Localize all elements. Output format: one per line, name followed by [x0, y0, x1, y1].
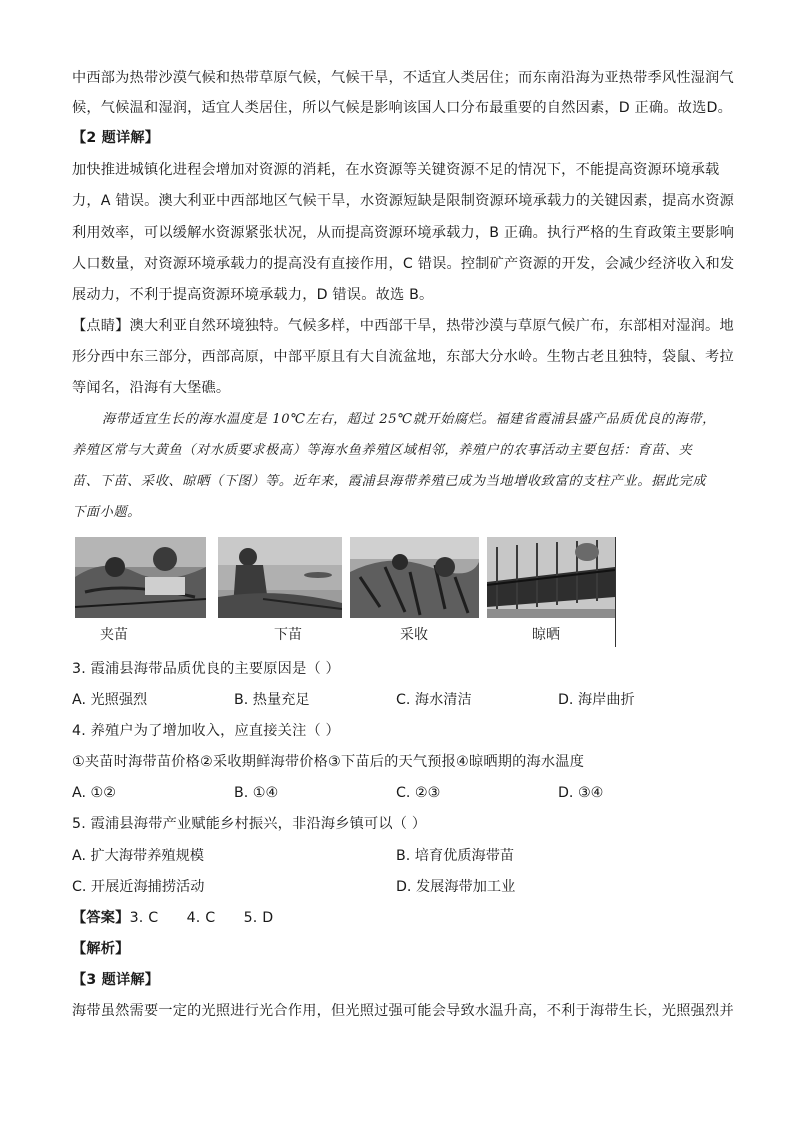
divider: [615, 537, 616, 647]
q3-stem: 3. 霞浦县海带品质优良的主要原因是（ ）: [72, 661, 340, 677]
paragraph-line: 人口数量，对资源环境承载力的提高没有直接作用，C 错误。控制矿产资源的开发，会减少经济收入和发: [72, 256, 735, 272]
paragraph-line: 利用效率，可以缓解水资源紧张状况，从而提高资源环境承载力，B 正确。执行严格的生育政策主要影响: [72, 225, 735, 241]
paragraph-line: 海带虽然需要一定的光照进行光合作用，但光照过强可能会导致水温升高，不利于海带生长，光照强烈并: [72, 1003, 734, 1019]
q4-items: ①夹苗时海带苗价格②采收期鲜海带价格③下苗后的天气预报④晾晒期的海水温度: [72, 754, 585, 770]
photo-jiamiao: [75, 537, 206, 618]
q5-option-c: C. 开展近海捕捞活动: [72, 879, 205, 895]
q3-option-a: A. 光照强烈: [72, 692, 148, 708]
q4-option-c: C. ②③: [396, 785, 441, 801]
q2-heading: 【2 题详解】: [72, 130, 160, 146]
photo-caption: 晾晒: [532, 627, 560, 643]
photo-liangshai: [487, 537, 615, 618]
answer-tag: 【答案】: [72, 910, 130, 926]
q4-stem: 4. 养殖户为了增加收入，应直接关注（ ）: [72, 723, 340, 739]
q3-option-b: B. 热量充足: [234, 692, 310, 708]
dianjing-line: 【点睛】澳大利亚自然环境独特。气候多样，中西部干旱，热带沙漠与草原气候广布，东部相对湿润。地: [72, 318, 734, 334]
q3-heading: 【3 题详解】: [72, 972, 160, 988]
paragraph-line: 力，A 错误。澳大利亚中西部地区气候干旱，水资源短缺是限制资源环境承载力的关键因素，提高水资源: [72, 193, 735, 209]
dianjing-line: 形分西中东三部分，西部高原，中部平原且有大自流盆地，东部大分水岭。生物古老且独特，袋鼠、考拉: [72, 349, 734, 365]
photo-caption: 夹苗: [100, 627, 128, 643]
answer-text: 3. C 4. C 5. D: [129, 910, 274, 926]
material-line: 苗、下苗、采收、晾晒（下图）等。近年来，霞浦县海带养殖已成为当地增收致富的支柱产业。据此完成: [72, 474, 707, 489]
q3-option-c: C. 海水清洁: [396, 692, 472, 708]
q5-stem: 5. 霞浦县海带产业赋能乡村振兴，非沿海乡镇可以（ ）: [72, 816, 427, 832]
photo-caption: 下苗: [274, 627, 302, 643]
q5-option-d: D. 发展海带加工业: [396, 879, 516, 895]
paragraph-line: 中西部为热带沙漠气候和热带草原气候，气候干旱，不适宜人类居住；而东南沿海为亚热带季风性湿润气: [72, 70, 734, 86]
paragraph-line: 加快推进城镇化进程会增加对资源的消耗，在水资源等关键资源不足的情况下，不能提高资源环境承载: [72, 162, 720, 178]
answer-line: [72, 908, 273, 928]
photo-xiamiao: [218, 537, 342, 618]
photo-caption: 采收: [400, 627, 428, 643]
dianjing-line: 等闻名，沿海有大堡礁。: [72, 380, 231, 396]
q4-option-a: A. ①②: [72, 785, 116, 801]
q4-option-b: B. ①④: [234, 785, 279, 801]
q4-option-d: D. ③④: [558, 785, 604, 801]
photo-caishou: [350, 537, 479, 618]
q5-option-a: A. 扩大海带养殖规模: [72, 848, 204, 864]
material-line: 下面小题。: [72, 505, 141, 520]
q3-option-d: D. 海岸曲折: [558, 692, 635, 708]
material-line: 养殖区常与大黄鱼（对水质要求极高）等海水鱼养殖区域相邻，养殖户的农事活动主要包括：育苗、夹: [72, 443, 693, 458]
jiexi-heading: 【解析】: [72, 941, 130, 957]
paragraph-line: 展动力，不利于提高资源环境承载力，D 错误。故选 B。: [72, 287, 434, 303]
q5-option-b: B. 培育优质海带苗: [396, 848, 515, 864]
material-line: 海带适宜生长的海水温度是 10℃左右，超过 25℃就开始腐烂。福建省霞浦县盛产品质优良的海带，: [102, 412, 716, 427]
paragraph-line: 候，气候温和湿润，适宜人类居住，所以气候是影响该国人口分布最重要的自然因素，D 正确。故选D。: [72, 100, 733, 116]
